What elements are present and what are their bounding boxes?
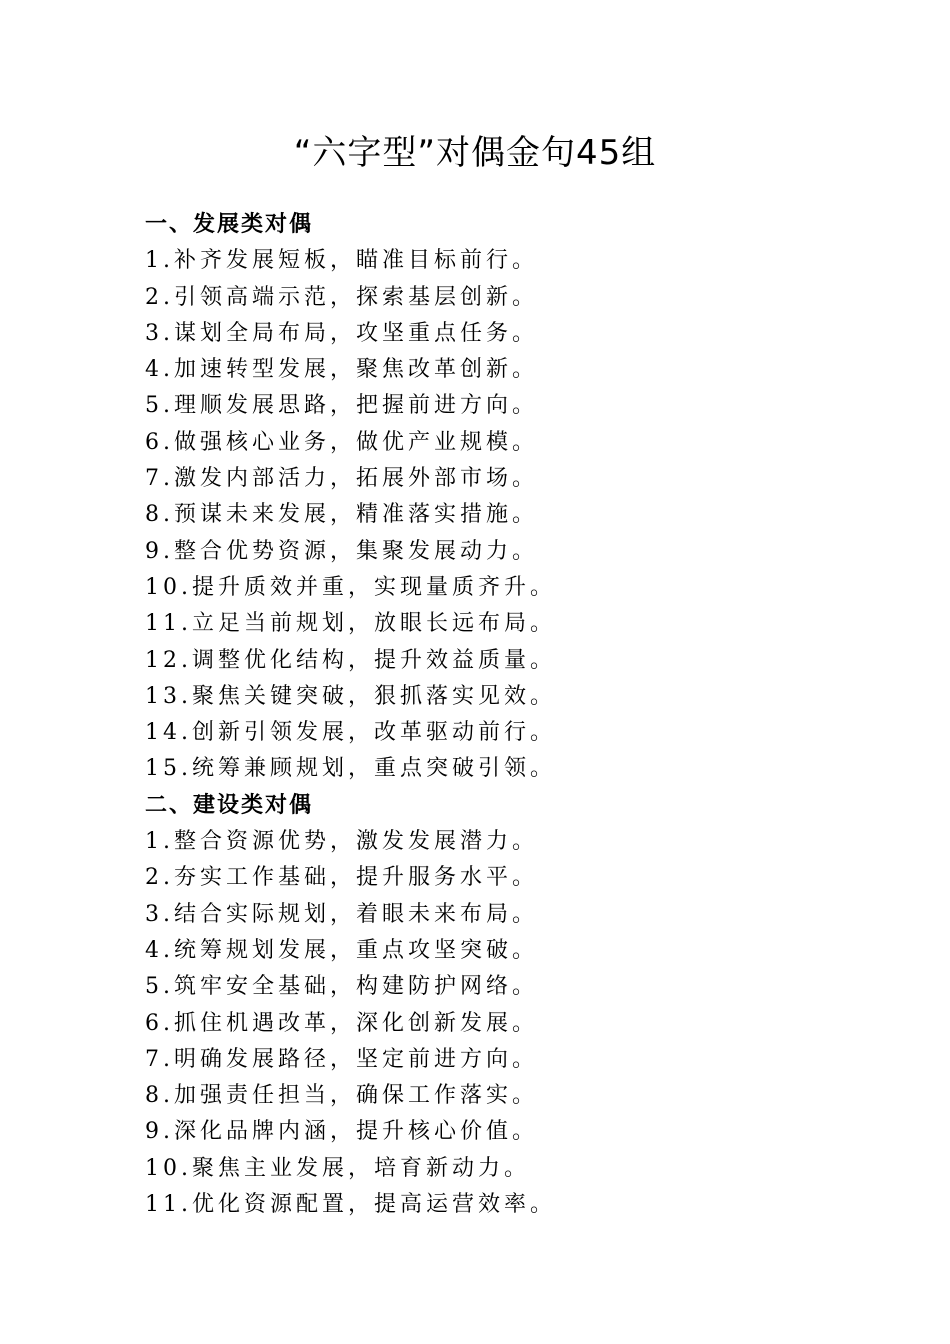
list-item: 8.加强责任担当，确保工作落实。 (145, 1083, 538, 1109)
list-item: 7.明确发展路径，坚定前进方向。 (145, 1046, 538, 1072)
list-item: 10.提升质效并重，实现量质齐升。 (145, 574, 556, 600)
list-item: 13.聚焦关键突破，狠抓落实见效。 (145, 683, 556, 709)
section-development (145, 207, 865, 788)
list-item: 4.加速转型发展，聚焦改革创新。 (145, 357, 538, 383)
list-item: 2.引领高端示范，探索基层创新。 (145, 284, 538, 310)
list-item: 15.统筹兼顾规划，重点突破引领。 (145, 756, 556, 782)
list-item: 2.夯实工作基础，提升服务水平。 (145, 865, 538, 891)
list-item: 7.激发内部活力，拓展外部市场。 (145, 466, 538, 492)
list-item: 3.谋划全局布局，攻坚重点任务。 (145, 320, 538, 346)
list-item: 6.抓住机遇改革，深化创新发展。 (145, 1010, 538, 1036)
section-construction (145, 788, 865, 1224)
list-item: 12.调整优化结构，提升效益质量。 (145, 647, 556, 673)
list-item: 5.筑牢安全基础，构建防护网络。 (145, 974, 538, 1000)
list-item: 1.整合资源优势，激发发展潜力。 (145, 829, 538, 855)
list-item: 5.理顺发展思路，把握前进方向。 (145, 393, 538, 419)
list-item: 9.深化品牌内涵，提升核心价值。 (145, 1119, 538, 1145)
document-body (145, 207, 865, 1223)
document-title: “六字型”对偶金句45组 (293, 133, 657, 173)
list-item: 6.做强核心业务，做优产业规模。 (145, 429, 538, 455)
list-item: 11.优化资源配置，提高运营效率。 (145, 1192, 556, 1218)
list-item: 3.结合实际规划，着眼未来布局。 (145, 901, 538, 927)
list-item: 10.聚焦主业发展，培育新动力。 (145, 1155, 530, 1181)
list-item: 9.整合优势资源，集聚发展动力。 (145, 538, 538, 564)
list-item: 1.补齐发展短板，瞄准目标前行。 (145, 248, 538, 274)
list-item: 14.创新引领发展，改革驱动前行。 (145, 720, 556, 746)
section-heading: 一、发展类对偶 (145, 212, 314, 237)
list-item: 11.立足当前规划，放眼长远布局。 (145, 611, 556, 637)
list-item: 8.预谋未来发展，精准落实措施。 (145, 502, 538, 528)
list-item: 4.统筹规划发展，重点攻坚突破。 (145, 937, 538, 963)
section-heading: 二、建设类对偶 (145, 792, 314, 818)
